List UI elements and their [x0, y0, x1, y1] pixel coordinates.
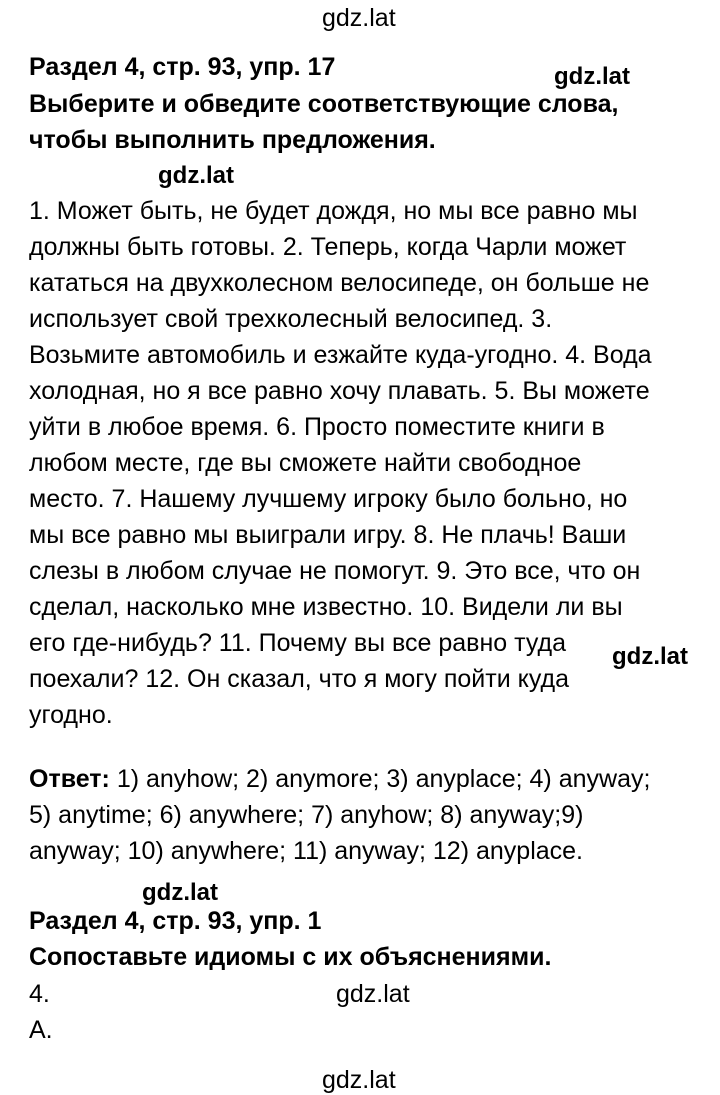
text-line: его где-нибудь? 11. Почему вы все равно туда [29, 629, 566, 657]
text-line: использует свой трехколесный велосипед. 3. [29, 305, 553, 333]
text-line: место. 7. Нашему лучшему игроку было больно, но [29, 485, 628, 513]
watermark-bottom: gdz.lat [322, 1066, 396, 1094]
answer-line-1 [29, 761, 719, 797]
section1-exercise-text [29, 193, 719, 733]
answer-text: 1) anyhow; 2) anymore; 3) anyplace; 4) anyway; [109, 765, 651, 793]
answer-line-3: anyway; 10) anywhere; 11) anyway; 12) anyplace. [29, 837, 584, 865]
text-line: поехали? 12. Он сказал, что я могу пойти куда [29, 665, 570, 693]
section1-task-line-2: чтобы выполнить предложения. [29, 126, 436, 154]
section2-task: Сопоставьте идиомы с их объяснениями. [29, 943, 552, 971]
watermark-right-upper: gdz.lat [554, 63, 630, 90]
section1-task-line-1: Выберите и обведите соответствующие слова, [29, 90, 619, 118]
text-line: Возьмите автомобиль и езжайте куда-угодно. 4. Вода [29, 341, 652, 369]
text-line: слезы в любом случае не помогут. 9. Это все, что он [29, 557, 641, 585]
text-line: 1. Может быть, не будет дождя, но мы все равно мы [29, 197, 638, 225]
watermark-top: gdz.lat [322, 4, 396, 32]
text-line: мы все равно мы выиграли игру. 8. Не плачь! Ваши [29, 521, 627, 549]
section2-body [29, 976, 719, 1048]
watermark-right-middle: gdz.lat [612, 643, 688, 670]
text-line: угодно. [29, 701, 113, 729]
section1-answer [29, 761, 719, 869]
text-line: холодная, но я все равно хочу плавать. 5. Вы можете [29, 377, 650, 405]
text-line: уйти в любое время. 6. Просто поместите книги в [29, 413, 605, 441]
section2-title: Раздел 4, стр. 93, упр. 1 [29, 907, 322, 935]
text-line: любом месте, где вы сможете найти свободное [29, 449, 582, 477]
section2-line: 4. [29, 980, 50, 1008]
answer-label: Ответ: [29, 765, 110, 793]
text-line: сделал, насколько мне известно. 10. Видели ли вы [29, 593, 623, 621]
section2-line: A. [29, 1016, 53, 1044]
answer-line-2: 5) anytime; 6) anywhere; 7) anyhow; 8) anyway;9) [29, 801, 584, 829]
watermark-left-lower: gdz.lat [142, 879, 218, 906]
watermark-center-lower: gdz.lat [336, 980, 410, 1008]
section1-title: Раздел 4, стр. 93, упр. 17 [29, 53, 336, 81]
text-line: кататься на двухколесном велосипеде, он больше не [29, 269, 650, 297]
watermark-left-upper: gdz.lat [158, 162, 234, 189]
text-line: должны быть готовы. 2. Теперь, когда Чарли может [29, 233, 627, 261]
